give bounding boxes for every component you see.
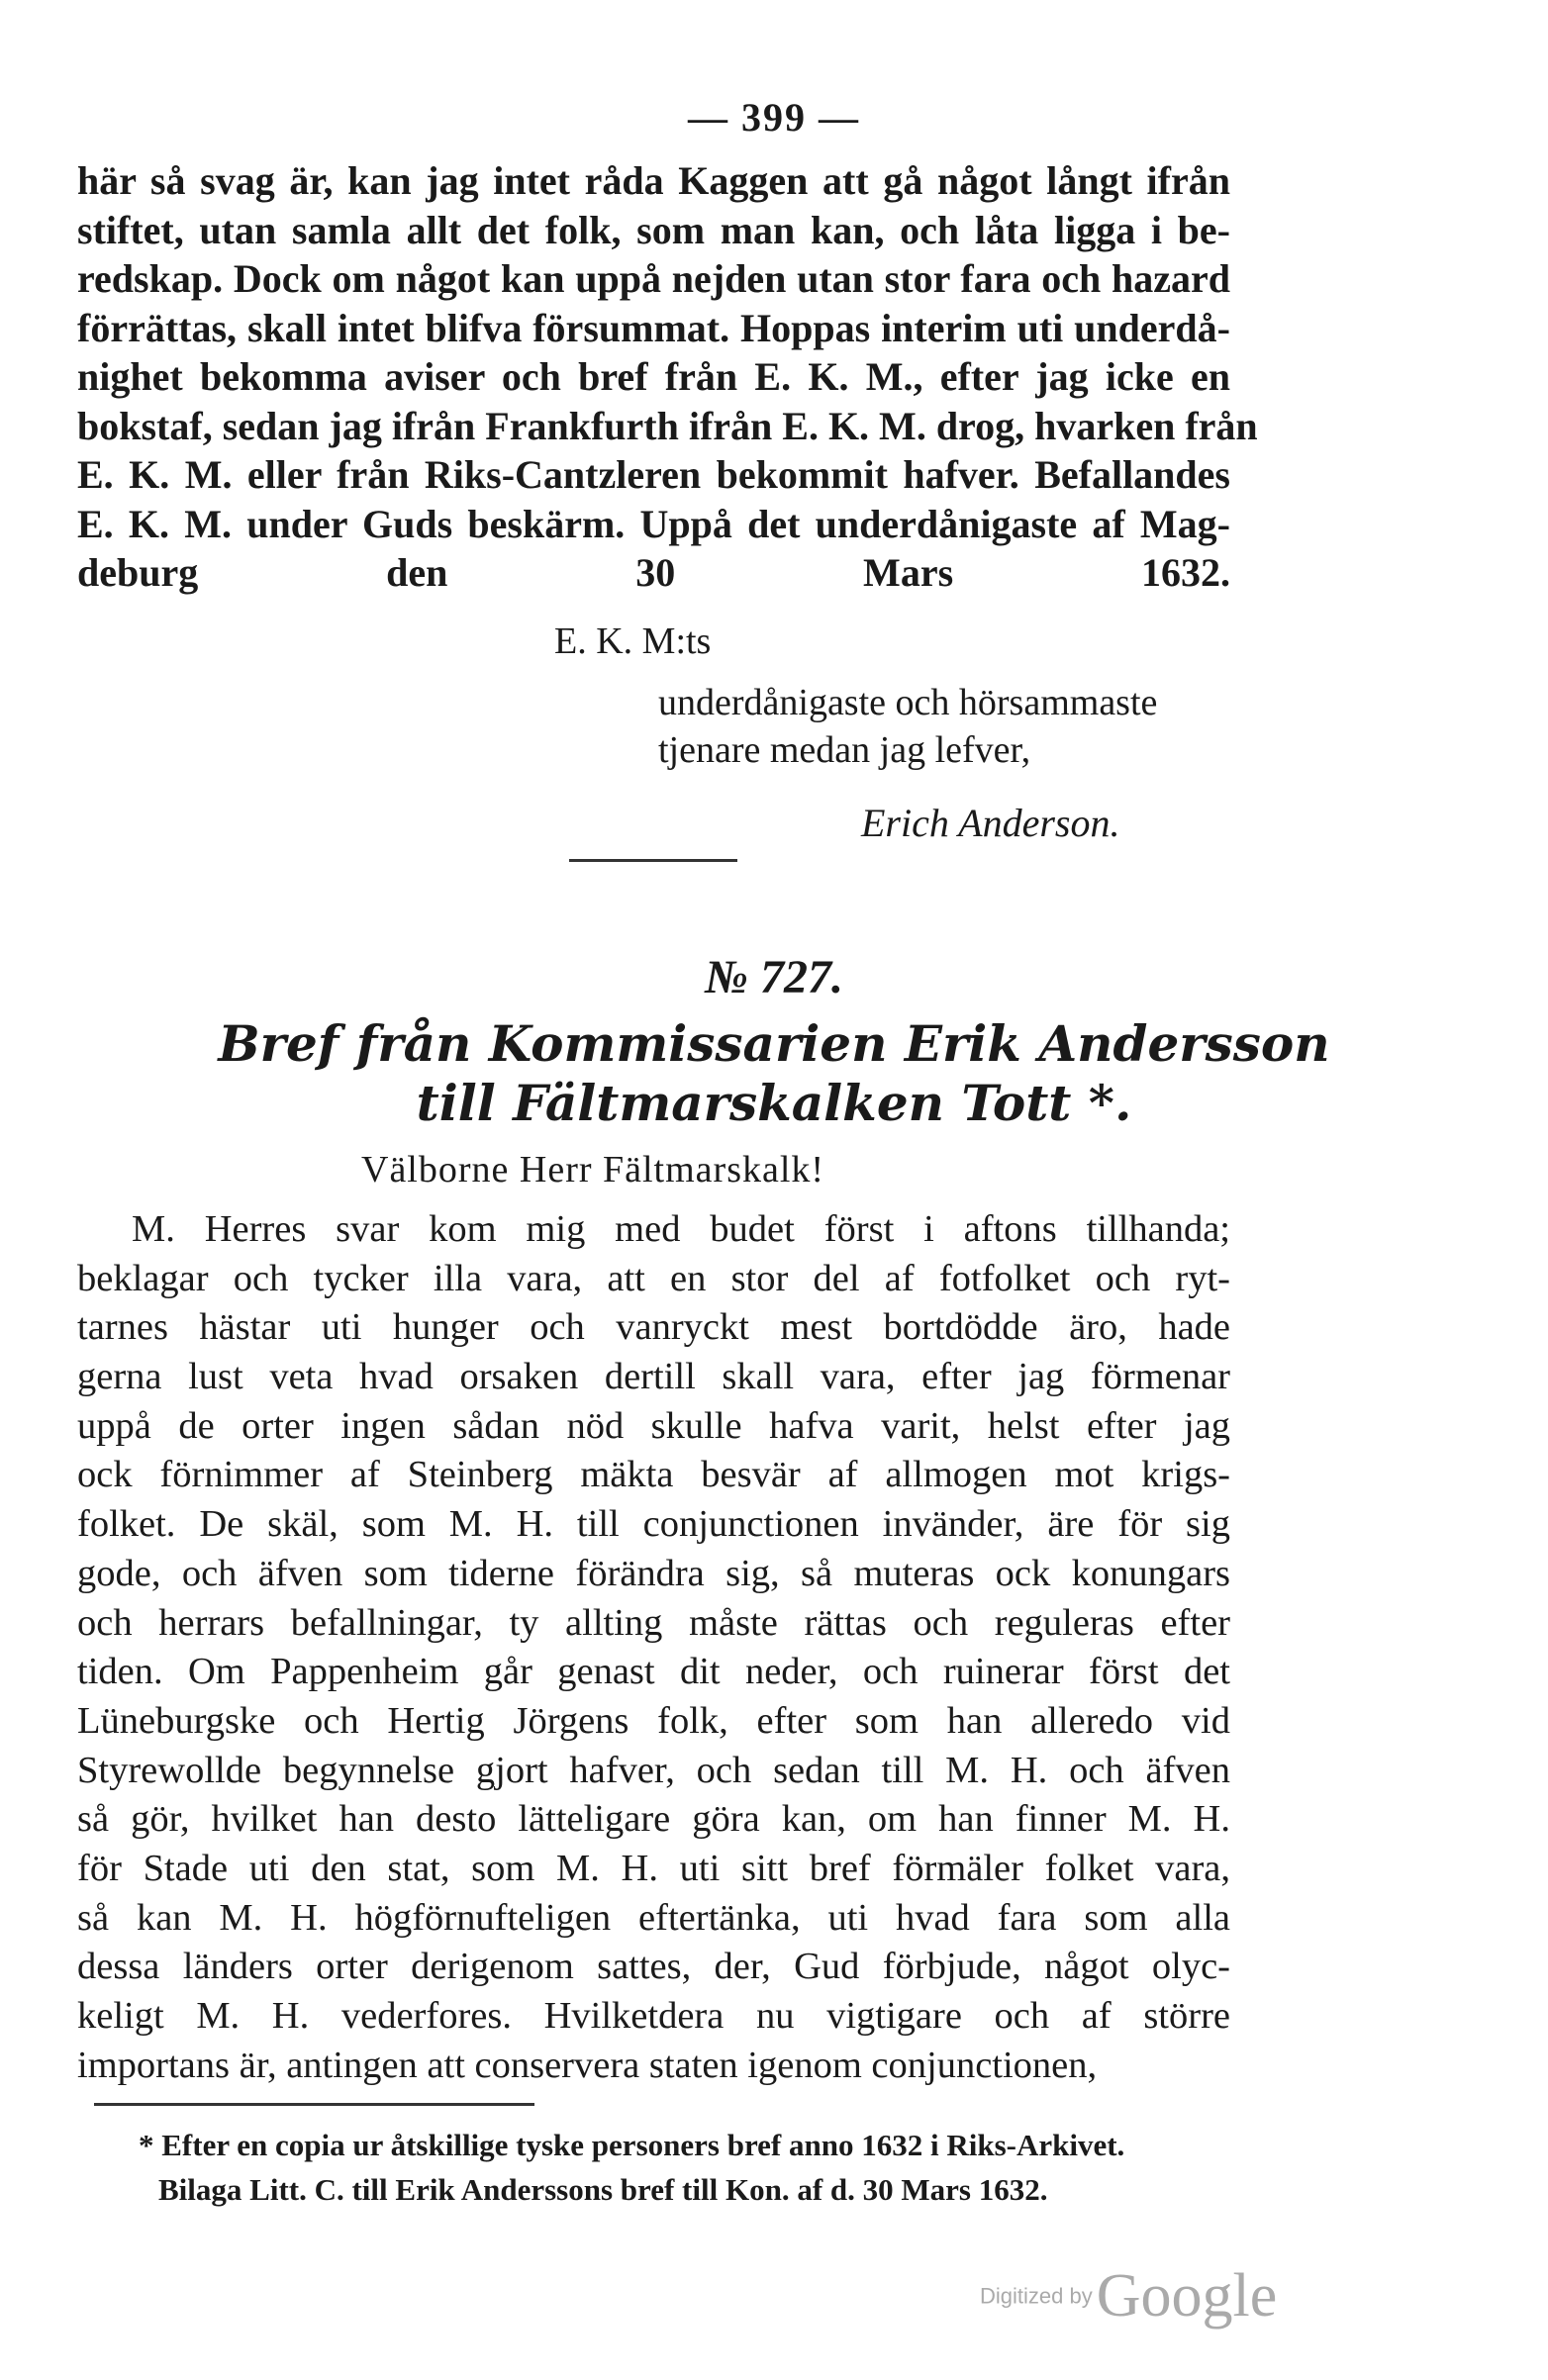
text-line: för Stade uti den stat, som M. H. uti sitt bref förmäler folket vara, [77, 1847, 1230, 1889]
page-number: — 399 — [688, 95, 860, 140]
text-line: deburg den 30 Mars 1632. [77, 550, 1230, 595]
text-line: keligt M. H. vederfores. Hvilketdera nu vigtigare och af större [77, 1995, 1230, 2037]
text-line: nighet bekomma aviser och bref från E. K. M., efter jag icke en [77, 354, 1230, 399]
text-line: så gör, hvilket han desto lätteligare göra kan, om han finner M. H. [77, 1798, 1230, 1841]
footnote-line-2: Bilaga Litt. C. till Erik Anderssons bref till Kon. af d. 30 Mars 1632. [158, 2172, 1048, 2207]
text-line: gode, och äfven som tiderne förändra sig, så muteras ock konungars [77, 1552, 1230, 1594]
letter-body [77, 1205, 1230, 2090]
text-line: tiden. Om Pappenheim går genast dit neder, och ruinerar först det [77, 1651, 1230, 1693]
signature-closing-line-1: underdånigaste och hörsammaste [658, 682, 1158, 723]
text-line: så kan M. H. högförnufteligen eftertänka, uti hvad fara som alla [77, 1896, 1230, 1939]
text-line: stiftet, utan samla allt det folk, som man kan, och låta ligga i be- [77, 207, 1230, 252]
text-line: gerna lust veta hvad orsaken dertill skall vara, efter jag förmenar [77, 1356, 1230, 1398]
text-line: Lüneburgske och Hertig Jörgens folk, efter som han alleredo vid [77, 1699, 1230, 1742]
text-line: här så svag är, kan jag intet råda Kaggen att gå något långt ifrån [77, 158, 1230, 203]
text-line: M. Herres svar kom mig med budet först i aftons tillhanda; [132, 1208, 1230, 1250]
signature-salutation: E. K. M:ts [554, 620, 712, 662]
text-line: dessa länders orter derigenom sattes, der, Gud förbjude, något olyc- [77, 1946, 1230, 1988]
text-line: ock förnimmer af Steinberg mäkta besvär af allmogen mot krigs- [77, 1454, 1230, 1496]
text-line: förrättas, skall intet blifva försummat. Hoppas interim uti underdå- [77, 305, 1230, 350]
text-line: folket. De skäl, som M. H. till conjunctionen invänder, äre för sig [77, 1503, 1230, 1546]
section-divider [569, 859, 737, 862]
signature-closing-line-2: tjenare medan jag lefver, [658, 729, 1031, 771]
footnote-divider [94, 2103, 534, 2106]
digitized-watermark [980, 2261, 1277, 2332]
text-line: bokstaf, sedan jag ifrån Frankfurth ifrån E. K. M. drog, hvarken från [77, 403, 1258, 448]
text-line: beklagar och tycker illa vara, att en stor del af fotfolket och ryt- [77, 1257, 1230, 1299]
letter-title-line-2: till Fältmarskalken Tott *. [416, 1074, 1132, 1132]
text-line: redskap. Dock om något kan uppå nejden utan stor fara och hazard [77, 256, 1230, 301]
text-line: och herrars befallningar, ty allting måste rättas och reguleras efter [77, 1601, 1230, 1644]
letter-number: № 727. [705, 951, 843, 1003]
text-line: importans är, antingen att conservera staten igenom conjunctionen, [77, 2044, 1098, 2086]
signature-name: Erich Anderson. [861, 801, 1120, 845]
footnote-line-1: * Efter en copia ur åtskillige tyske personers bref anno 1632 i Riks-Arkivet. [139, 2128, 1125, 2162]
text-line: uppå de orter ingen sådan nöd skulle hafva varit, helst efter jag [77, 1404, 1230, 1447]
text-line: tarnes hästar uti hunger och vanryckt mest bortdödde äro, hade [77, 1306, 1230, 1349]
continued-paragraph [77, 156, 1258, 598]
text-line: Styrewollde begynnelse gjort hafver, och sedan till M. H. och äfven [77, 1749, 1230, 1791]
watermark-prefix: Digitized by [980, 2283, 1093, 2309]
text-line: E. K. M. under Guds beskärm. Uppå det underdånigaste af Mag- [77, 501, 1230, 546]
letter-salutation: Välborne Herr Fältmarskalk! [361, 1149, 825, 1190]
letter-title-line-1: Bref från Kommissarien Erik Andersson [218, 1014, 1330, 1073]
text-line: E. K. M. eller från Riks-Cantzleren bekommit hafver. Befallandes [77, 452, 1230, 497]
google-logo: Google [1096, 2262, 1278, 2330]
